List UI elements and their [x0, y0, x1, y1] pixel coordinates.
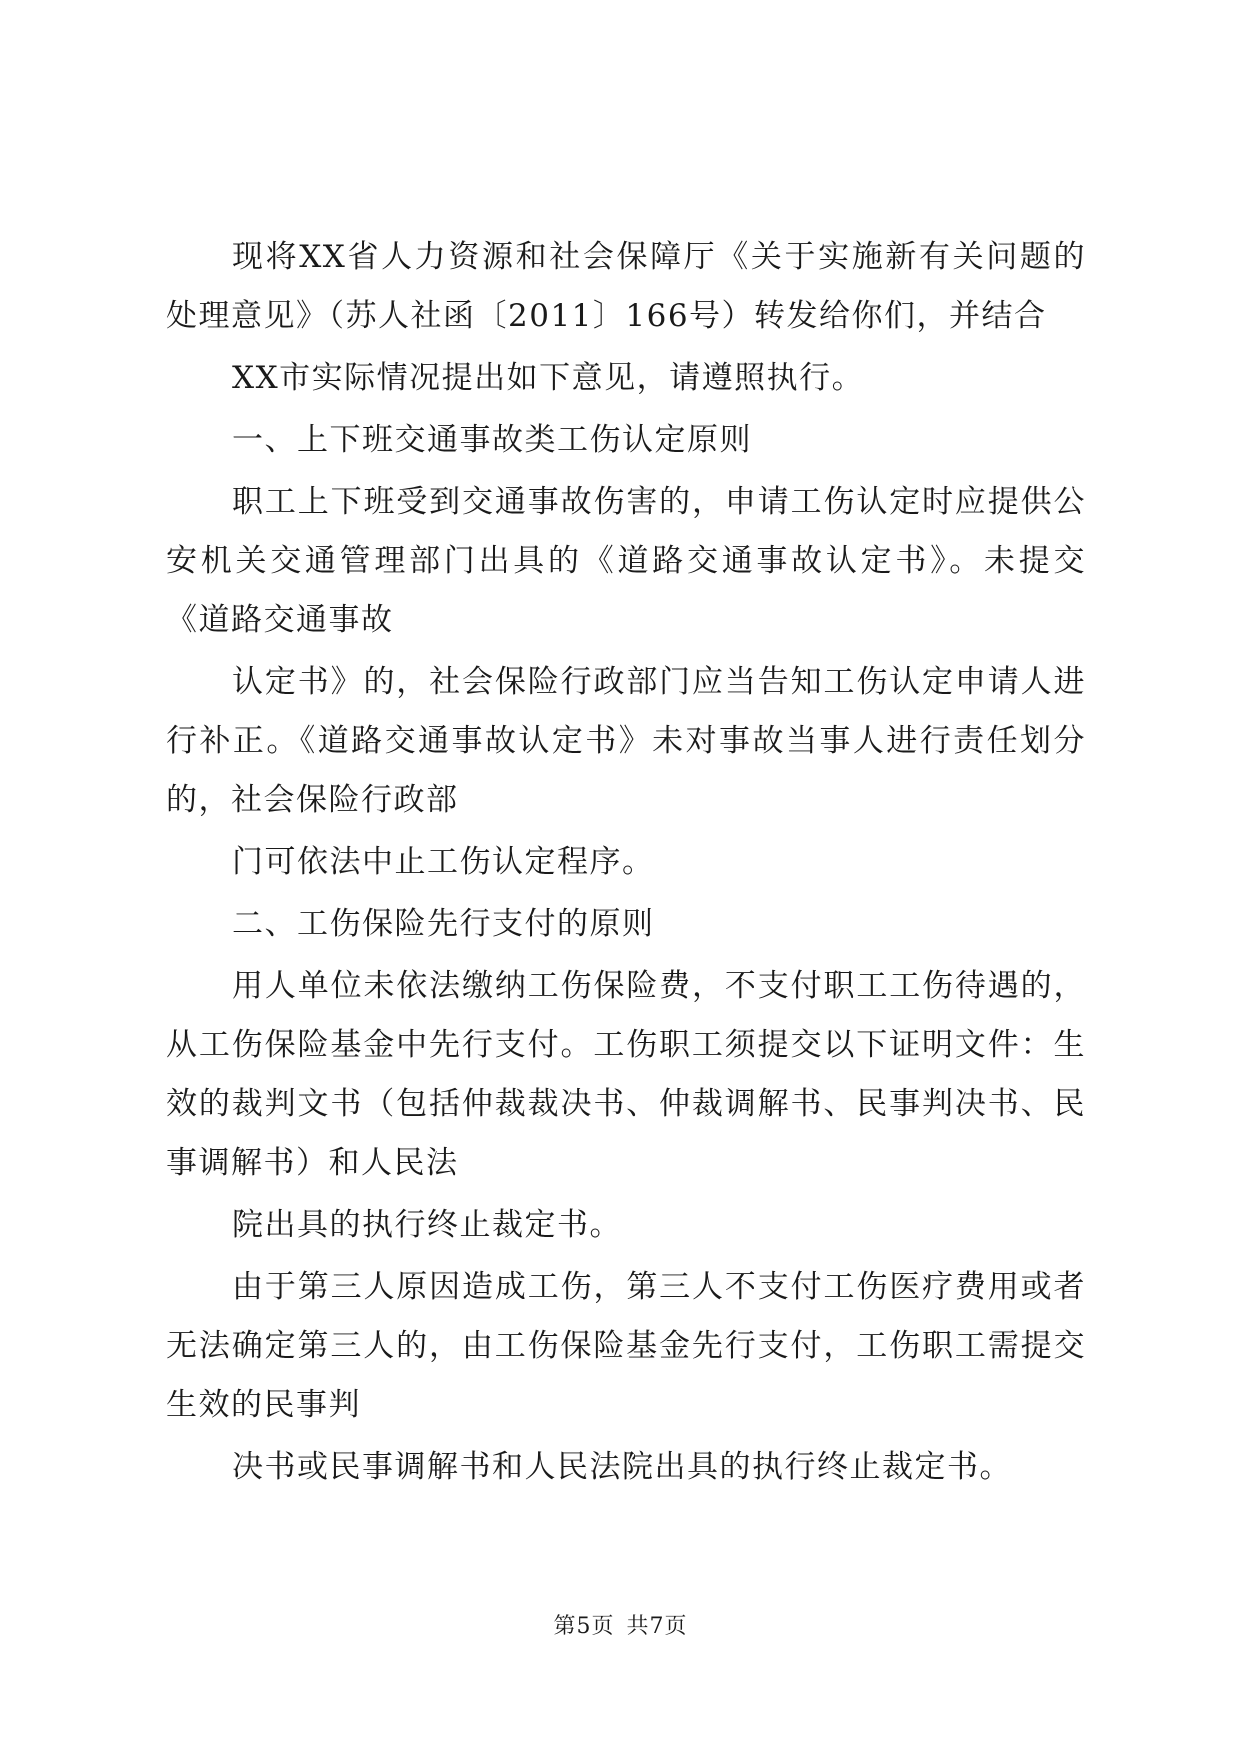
page-number: 第5页: [553, 1614, 615, 1639]
paragraph-traffic-accident: 职工上下班受到交通事故伤害的，申请工伤认定时应提供公安机关交通管理部门出具的《道路交通事故认定书》。未提交《道路交通事故: [166, 484, 1086, 638]
section-heading-2: 二、工伤保险先行支付的原则: [232, 906, 655, 942]
paragraph-intro: 现将XX省人力资源和社会保障厅《关于实施新有关问题的处理意见》（苏人社函〔2011〕166号）转发给你们，并结合: [166, 239, 1086, 334]
paragraph-third-party: 由于第三人原因造成工伤，第三人不支付工伤医疗费用或者无法确定第三人的，由工伤保险基金先行支付，工伤职工需提交生效的民事判: [166, 1269, 1086, 1423]
page-footer: [0, 1609, 1241, 1640]
section-heading-1: 一、上下班交通事故类工伤认定原则: [232, 422, 752, 458]
paragraph-traffic-accident-continued: 认定书》的，社会保险行政部门应当告知工伤认定申请人进行补正。《道路交通事故认定书》未对事故当事人进行责任划分的，社会保险行政部: [166, 664, 1086, 818]
paragraph-advance-payment: 用人单位未依法缴纳工伤保险费，不支付职工工伤待遇的，从工伤保险基金中先行支付。工伤职工须提交以下证明文件：生效的裁判文书（包括仲裁裁决书、仲裁调解书、民事判决书、民事调解书）和人民法: [166, 968, 1086, 1181]
paragraph-third-party-end: 决书或民事调解书和人民法院出具的执行终止裁定书。: [232, 1449, 1012, 1485]
paragraph-intro-continued: XX市实际情况提出如下意见，请遵照执行。: [232, 360, 865, 396]
page-total: 共7页: [626, 1614, 688, 1639]
paragraph-advance-payment-end: 院出具的执行终止裁定书。: [232, 1207, 622, 1243]
document-body: [166, 228, 1086, 1500]
paragraph-traffic-accident-end: 门可依法中止工伤认定程序。: [232, 844, 655, 880]
